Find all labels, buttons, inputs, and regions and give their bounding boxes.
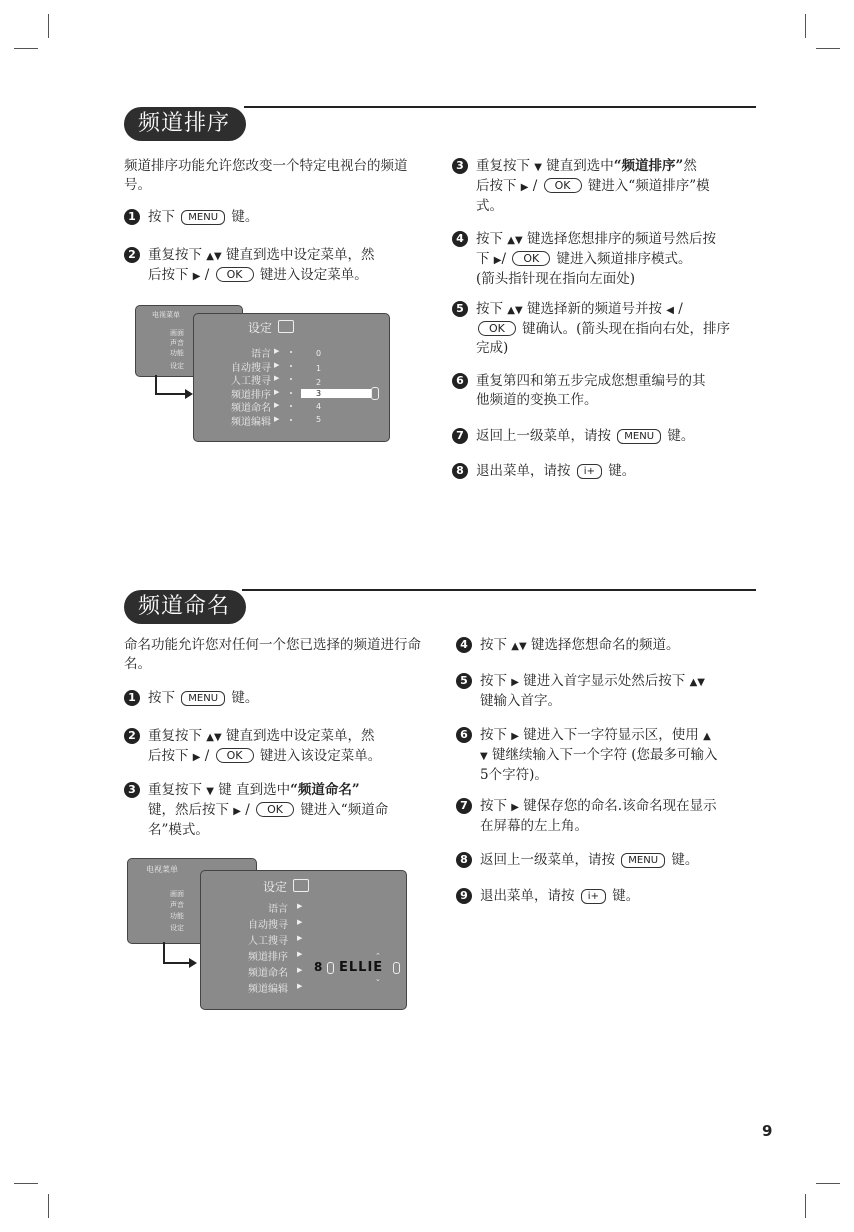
section-title: 频道命名: [124, 590, 246, 624]
intro-text: 命名功能允许您对任何一个您已选择的频道进行命名。: [124, 637, 421, 672]
channel-value: 0: [316, 349, 322, 358]
down-chevron-icon: ⌄: [375, 975, 381, 983]
right-arrow-icon: ▶: [274, 414, 280, 423]
channel-number: 8: [314, 960, 323, 974]
right-arrow-icon: ▶: [274, 401, 280, 409]
back-menu-item: 设定: [170, 924, 184, 932]
ok-key-icon: OK: [256, 802, 294, 817]
left-arrow-icon: ◀: [666, 305, 674, 316]
crop-mark: [805, 14, 806, 38]
menu-item-label: 自动搜寻: [248, 920, 288, 931]
info-key-icon: i+: [581, 889, 606, 904]
up-arrow-icon: ▲: [703, 731, 711, 742]
menu-item-label: 人工搜寻: [231, 376, 271, 387]
arrow-head-icon: [185, 389, 193, 399]
page-number: 9: [762, 1122, 773, 1140]
menu-item-label: 频道编辑: [231, 416, 271, 428]
channel-value: 2: [316, 378, 322, 387]
menu-item-label: 语言: [251, 349, 271, 360]
ok-key-icon: OK: [478, 321, 516, 336]
right-arrow-icon: ▶: [274, 347, 280, 355]
right-arrow-icon: ▶: [297, 950, 303, 958]
step-number: 3: [452, 158, 468, 174]
crop-mark: [48, 1194, 49, 1218]
step-number: 7: [456, 798, 472, 814]
up-chevron-icon: ⌃: [375, 952, 381, 960]
right-arrow-icon: ▶: [297, 966, 303, 974]
up-down-arrows-icon: ▲▼: [206, 251, 222, 262]
right-arrow-icon: ▶: [297, 982, 303, 990]
connector-line: [155, 375, 157, 395]
highlight-bar: [301, 389, 371, 398]
intro-text: 频道排序功能允许您改变一个特定电视台的频道号。: [124, 158, 408, 193]
connector-line: [163, 942, 165, 964]
ok-key-icon: OK: [544, 178, 582, 193]
scroll-right-icon: [393, 962, 400, 974]
menu-item-label: 语言: [268, 904, 288, 915]
menu-item-label: 自动搜寻: [231, 362, 271, 374]
step-number: 3: [124, 782, 140, 798]
menu-key-icon: MENU: [181, 691, 225, 706]
menu-item-label: 频道排序: [231, 389, 271, 401]
ok-key-icon: OK: [216, 748, 254, 763]
channel-value: 5: [316, 415, 322, 424]
settings-window: [193, 313, 390, 442]
section-rule: [242, 589, 756, 591]
channel-value: 1: [316, 364, 322, 373]
step-number: 5: [452, 301, 468, 317]
back-menu-item: 功能: [170, 349, 184, 357]
down-arrow-icon: ▼: [206, 786, 214, 797]
up-down-arrows-icon: ▲▼: [507, 305, 523, 316]
right-arrow-icon: ▶: [297, 918, 303, 926]
menu-item-label: 频道命名: [231, 403, 271, 414]
menu-dot: [290, 392, 292, 394]
right-arrow-icon: ▶: [511, 802, 519, 813]
menu-dot: [290, 419, 292, 421]
step-number: 1: [124, 690, 140, 706]
right-arrow-icon: ▶: [511, 731, 519, 742]
back-menu-title: 电视菜单: [152, 311, 180, 319]
up-down-arrows-icon: ▲▼: [511, 641, 527, 652]
ok-key-icon: OK: [512, 251, 550, 266]
crop-mark: [805, 1194, 806, 1218]
step-number: 2: [124, 728, 140, 744]
menu-dot: [290, 365, 292, 367]
connector-line: [155, 393, 187, 395]
up-down-arrows-icon: ▲▼: [689, 677, 705, 688]
channel-name-value: ELLIE: [339, 960, 384, 975]
channel-value-selected: 3: [316, 389, 322, 398]
menu-key-icon: MENU: [181, 210, 225, 225]
right-arrow-icon: ▶: [297, 934, 303, 942]
channel-value: 4: [316, 402, 322, 411]
right-arrow-icon: ▶: [192, 271, 201, 282]
down-arrow-icon: ▼: [480, 751, 488, 762]
crop-mark: [48, 14, 49, 38]
menu-item-label: 频道命名: [248, 968, 288, 979]
info-key-icon: i+: [577, 464, 602, 479]
menu-dot: [290, 405, 292, 407]
connector-line: [163, 962, 191, 964]
section-title: 频道排序: [124, 107, 246, 141]
back-menu-title: 电视菜单: [146, 865, 178, 874]
settings-title: 设定: [248, 321, 273, 335]
crop-mark: [816, 1183, 840, 1184]
settings-window: [200, 870, 407, 1010]
step-number: 6: [452, 373, 468, 389]
back-menu-item: 画面: [170, 890, 184, 898]
section-rule: [244, 106, 756, 108]
menu-key-icon: MENU: [621, 853, 665, 868]
menu-screenshot: [127, 858, 417, 1013]
step-number: 7: [452, 428, 468, 444]
right-arrow-icon: ▶: [233, 806, 241, 817]
right-arrow-icon: ▶: [274, 387, 280, 396]
crop-mark: [14, 48, 38, 49]
back-menu-item: 声音: [170, 339, 184, 347]
up-down-arrows-icon: ▲▼: [507, 235, 523, 246]
right-arrow-icon: ▶: [192, 752, 201, 763]
settings-title: 设定: [263, 880, 288, 894]
step-number: 1: [124, 209, 140, 225]
back-menu-item: 设定: [170, 362, 184, 370]
scroll-left-icon: [327, 962, 334, 974]
scroll-indicator-icon: [371, 387, 379, 400]
menu-item-label: 人工搜寻: [248, 936, 288, 947]
ok-key-icon: OK: [216, 267, 254, 282]
crop-mark: [816, 48, 840, 49]
step-number: 4: [456, 637, 472, 653]
step-number: 4: [452, 231, 468, 247]
step-number: 8: [456, 852, 472, 868]
right-arrow-icon: ▶: [274, 360, 280, 369]
step-number: 5: [456, 673, 472, 689]
right-arrow-icon: ▶: [297, 902, 303, 910]
menu-dot: [290, 378, 292, 380]
back-menu-item: 功能: [170, 912, 184, 920]
menu-key-icon: MENU: [617, 429, 661, 444]
right-arrow-icon: ▶: [511, 677, 519, 688]
up-down-arrows-icon: ▲▼: [206, 732, 222, 743]
menu-dot: [290, 351, 292, 353]
down-arrow-icon: ▼: [534, 162, 542, 173]
step-number: 9: [456, 888, 472, 904]
back-menu-item: 画面: [170, 329, 184, 337]
menu-item-label: 频道编辑: [248, 984, 288, 995]
right-arrow-icon: ▶: [274, 374, 280, 382]
right-arrow-icon: ▶: [520, 182, 529, 193]
step-number: 6: [456, 727, 472, 743]
right-arrow-icon: ▶: [493, 255, 502, 266]
crop-mark: [14, 1183, 38, 1184]
back-menu-item: 声音: [170, 901, 184, 909]
step-number: 2: [124, 247, 140, 263]
menu-item-label: 频道排序: [248, 952, 288, 963]
arrow-head-icon: [189, 958, 197, 968]
menu-screenshot: [135, 305, 395, 445]
step-number: 8: [452, 463, 468, 479]
